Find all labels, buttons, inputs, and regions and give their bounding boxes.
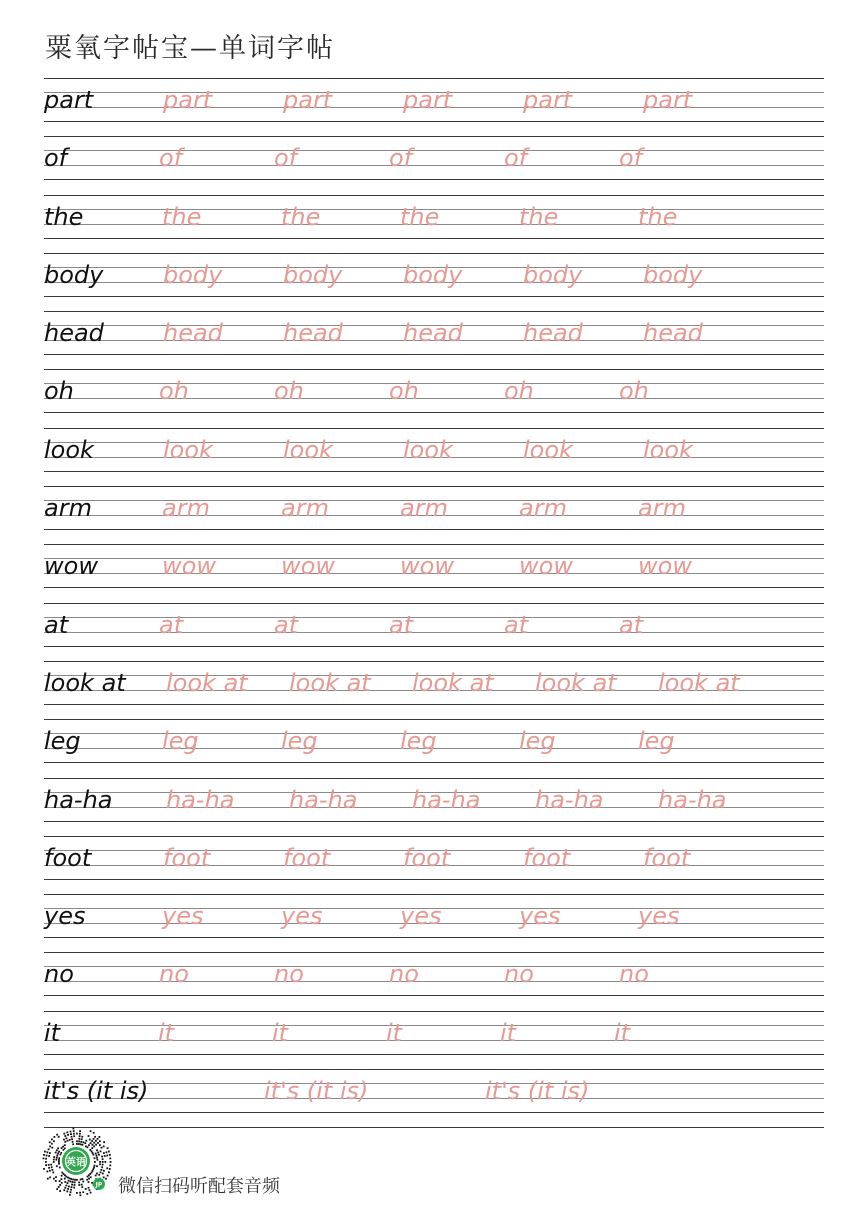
guide-line [44, 995, 824, 996]
footer [40, 1126, 440, 1206]
trace-word: look at [535, 668, 617, 697]
model-word: it's (it is) [44, 1077, 149, 1106]
model-word: look [44, 435, 94, 464]
trace-word: look [523, 435, 573, 464]
guide-line [44, 1083, 824, 1084]
trace-word: of [504, 144, 528, 173]
trace-word: arm [281, 494, 329, 523]
trace-word: no [159, 960, 189, 989]
guide-line [44, 952, 824, 953]
trace-word: ha-ha [412, 785, 481, 814]
trace-word: of [619, 144, 643, 173]
guide-line [44, 195, 824, 196]
trace-word: foot [523, 843, 571, 872]
worksheet-row [44, 952, 824, 1010]
trace-word: it [386, 1018, 403, 1047]
worksheet-row [44, 428, 824, 486]
guide-line [44, 603, 824, 604]
guide-line [44, 544, 824, 545]
trace-word: ha-ha [166, 785, 235, 814]
guide-line [44, 78, 824, 79]
trace-word: of [159, 144, 183, 173]
trace-word: ha-ha [289, 785, 358, 814]
trace-word: part [643, 86, 693, 114]
trace-word: arm [400, 494, 448, 523]
trace-word: at [274, 610, 299, 639]
trace-word: wow [519, 552, 573, 581]
worksheet-row [44, 486, 824, 544]
guide-line [44, 121, 824, 122]
guide-line [44, 179, 824, 180]
guide-line [44, 879, 824, 880]
trace-word: look at [658, 668, 740, 697]
trace-word: no [389, 960, 419, 989]
guide-line [44, 937, 824, 938]
trace-word: it [614, 1018, 631, 1047]
trace-word: no [619, 960, 649, 989]
trace-word: the [162, 202, 202, 231]
qr-corner-badge: JP [95, 1181, 103, 1189]
trace-word: at [389, 610, 414, 639]
trace-word: of [389, 144, 413, 173]
trace-word: head [163, 319, 223, 348]
model-word: part [44, 86, 94, 114]
trace-word: look at [412, 668, 494, 697]
trace-word: leg [400, 727, 437, 756]
trace-word: look [403, 435, 453, 464]
trace-word: body [643, 260, 703, 289]
trace-word: look [643, 435, 693, 464]
trace-word: body [523, 260, 583, 289]
trace-word: it [158, 1018, 175, 1047]
trace-word: leg [281, 727, 318, 756]
trace-word: the [400, 202, 440, 231]
scan-caption: 微信扫码听配套音频 [118, 1176, 280, 1197]
guide-line [44, 587, 824, 588]
model-word: body [44, 260, 104, 289]
trace-word: wow [400, 552, 454, 581]
worksheet-row [44, 1011, 824, 1069]
trace-word: oh [274, 377, 304, 406]
guide-line [44, 821, 824, 822]
guide-line [44, 471, 824, 472]
trace-word: the [281, 202, 321, 231]
trace-word: wow [281, 552, 335, 581]
trace-word: look at [166, 668, 248, 697]
guide-line [44, 1011, 824, 1012]
trace-word: body [283, 260, 343, 289]
trace-word: at [159, 610, 184, 639]
trace-word: body [163, 260, 223, 289]
trace-word: look [163, 435, 213, 464]
guide-line [44, 296, 824, 297]
model-word: yes [44, 902, 86, 931]
guide-line [44, 238, 824, 239]
trace-word: of [274, 144, 298, 173]
page-title: 粟氧字帖宝—单词字帖 [45, 33, 335, 64]
trace-word: foot [283, 843, 331, 872]
worksheet-row [44, 369, 824, 427]
trace-word: leg [162, 727, 199, 756]
trace-word: foot [403, 843, 451, 872]
trace-word: ha-ha [535, 785, 604, 814]
model-word: leg [44, 727, 81, 756]
trace-word: head [283, 319, 343, 348]
guide-line [44, 428, 824, 429]
worksheet-row [44, 603, 824, 661]
guide-line [44, 894, 824, 895]
trace-word: foot [643, 843, 691, 872]
guide-line [44, 778, 824, 779]
trace-word: it [500, 1018, 517, 1047]
trace-word: it's (it is) [264, 1077, 369, 1106]
trace-word: wow [162, 552, 216, 581]
trace-word: oh [504, 377, 534, 406]
model-word: the [44, 202, 84, 231]
guide-line [44, 1112, 824, 1113]
worksheet-row [44, 195, 824, 253]
trace-word: oh [619, 377, 649, 406]
guide-line [44, 661, 824, 662]
trace-word: part [523, 86, 573, 114]
guide-line [44, 704, 824, 705]
guide-line [44, 369, 824, 370]
guide-line [44, 646, 824, 647]
trace-word: it's (it is) [485, 1077, 590, 1106]
trace-word: foot [163, 843, 211, 872]
worksheet-row [44, 719, 824, 777]
trace-word: head [643, 319, 703, 348]
trace-word: oh [159, 377, 189, 406]
trace-word: leg [638, 727, 675, 756]
worksheet-row [44, 661, 824, 719]
model-word: ha-ha [44, 785, 113, 814]
trace-word: part [403, 86, 453, 114]
guide-line [44, 136, 824, 137]
guide-line [44, 1054, 824, 1055]
trace-word: yes [400, 902, 442, 931]
guide-line [44, 762, 824, 763]
worksheet-row [44, 78, 824, 136]
model-word: head [44, 319, 104, 348]
trace-word: head [403, 319, 463, 348]
model-word: wow [44, 552, 98, 581]
trace-word: leg [519, 727, 556, 756]
trace-word: the [519, 202, 559, 231]
trace-word: yes [281, 902, 323, 931]
worksheet-row [44, 311, 824, 369]
model-word: look at [44, 668, 126, 697]
guide-line [44, 311, 824, 312]
qr-badge-label: 英语 [66, 1157, 86, 1169]
trace-word: at [504, 610, 529, 639]
worksheet [44, 78, 824, 1128]
guide-line [44, 836, 824, 837]
trace-word: no [504, 960, 534, 989]
trace-word: ha-ha [658, 785, 727, 814]
worksheet-row [44, 836, 824, 894]
worksheet-row [44, 136, 824, 194]
worksheet-row [44, 544, 824, 602]
model-word: arm [44, 494, 92, 523]
trace-word: yes [519, 902, 561, 931]
guide-line [44, 529, 824, 530]
model-word: it [44, 1018, 61, 1047]
trace-word: arm [638, 494, 686, 523]
trace-word: arm [162, 494, 210, 523]
trace-word: look at [289, 668, 371, 697]
trace-word: arm [519, 494, 567, 523]
guide-line [44, 412, 824, 413]
trace-word: wow [638, 552, 692, 581]
model-word: oh [44, 377, 74, 406]
model-word: no [44, 960, 74, 989]
trace-word: yes [638, 902, 680, 931]
trace-word: part [283, 86, 333, 114]
guide-line [44, 354, 824, 355]
worksheet-row [44, 778, 824, 836]
trace-word: yes [162, 902, 204, 931]
model-word: at [44, 610, 69, 639]
worksheet-row [44, 253, 824, 311]
trace-word: head [523, 319, 583, 348]
trace-word: it [272, 1018, 289, 1047]
guide-line [44, 486, 824, 487]
worksheet-row [44, 1069, 824, 1127]
guide-line [44, 1098, 824, 1099]
qr-code-icon[interactable] [40, 1126, 112, 1198]
trace-word: at [619, 610, 644, 639]
trace-word: the [638, 202, 678, 231]
trace-word: oh [389, 377, 419, 406]
trace-word: body [403, 260, 463, 289]
trace-word: look [283, 435, 333, 464]
worksheet-row [44, 894, 824, 952]
guide-line [44, 1069, 824, 1070]
model-word: of [44, 144, 68, 173]
trace-word: no [274, 960, 304, 989]
model-word: foot [44, 843, 92, 872]
guide-line [44, 719, 824, 720]
guide-line [44, 253, 824, 254]
trace-word: part [163, 86, 213, 114]
